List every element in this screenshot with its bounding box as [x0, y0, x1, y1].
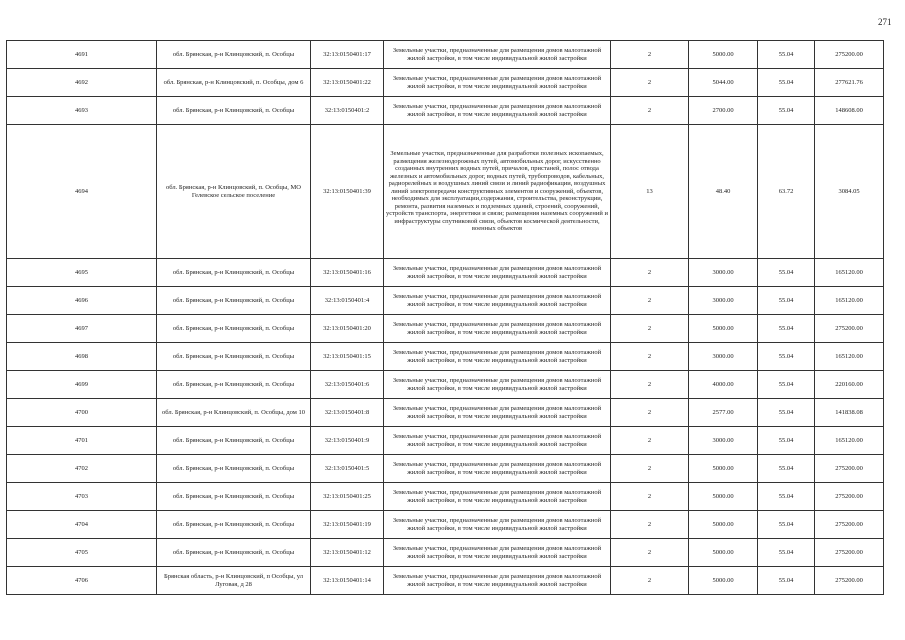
cell-address: обл. Брянская, р-н Клинцовский, п. Особцы: [157, 41, 311, 69]
cell-area: 2577.00: [689, 399, 758, 427]
cell-land-use: Земельные участки, предназначенные для размещения домов малоэтажной жилой застройки, в том числе индивидуальной жилой застройки: [384, 371, 611, 399]
cell-cadastral: 32:13:0150401:8: [311, 399, 384, 427]
table-row: [7, 125, 884, 259]
table-row: [7, 511, 884, 539]
cell-value: 275200.00: [815, 511, 884, 539]
cell-value: 277621.76: [815, 69, 884, 97]
cell-land-use: Земельные участки, предназначенные для разработки полезных ископаемых, размещения железнодорожных путей, автомобильных дорог, искусственно созданных внутренних водных путей, причалов, пристаней, полос отвода железных и автомобильных дорог, водных путей, трубопроводов, кабельных, радиорелейных и воздушных линий связи и линий радиофикации, воздушных линий электропередачи конструктивных элементов и сооружений, объектов, необходимых для эксплуатации,содержания, строительства, реконструкции, ремонта, развития наземных и подземных зданий, строений, сооружений, устройств транспорта, энергетики и связи; размещения наземных сооружений и инфраструктуры спутниковой связи, объектов космической деятельности, военных объектов: [384, 125, 611, 259]
cell-value: 141838.08: [815, 399, 884, 427]
table-row: [7, 259, 884, 287]
cell-number: 4691: [7, 41, 157, 69]
cell-area: 48.40: [689, 125, 758, 259]
cell-value: 275200.00: [815, 41, 884, 69]
cell-cadastral: 32:13:0150401:22: [311, 69, 384, 97]
cell-cadastral: 32:13:0150401:19: [311, 511, 384, 539]
cell-cadastral: 32:13:0150401:16: [311, 259, 384, 287]
cell-number: 4705: [7, 539, 157, 567]
cell-group: 2: [611, 511, 689, 539]
cell-rate: 55.04: [758, 539, 815, 567]
table-row: [7, 483, 884, 511]
cell-number: 4704: [7, 511, 157, 539]
cell-area: 4000.00: [689, 371, 758, 399]
cell-area: 3000.00: [689, 259, 758, 287]
cell-address: обл. Брянская, р-н Клинцовский, п. Особцы: [157, 455, 311, 483]
table-row: [7, 539, 884, 567]
cell-land-use: Земельные участки, предназначенные для размещения домов малоэтажной жилой застройки, в том числе индивидуальной жилой застройки: [384, 41, 611, 69]
table-row: [7, 567, 884, 595]
cell-cadastral: 32:13:0150401:15: [311, 343, 384, 371]
cell-cadastral: 32:13:0150401:12: [311, 539, 384, 567]
cell-land-use: Земельные участки, предназначенные для размещения домов малоэтажной жилой застройки, в том числе индивидуальной жилой застройки: [384, 287, 611, 315]
cell-group: 2: [611, 287, 689, 315]
cell-address: обл. Брянская, р-н Клинцовский, п. Особцы: [157, 287, 311, 315]
table-row: [7, 69, 884, 97]
cell-group: 2: [611, 399, 689, 427]
cell-land-use: Земельные участки, предназначенные для размещения домов малоэтажной жилой застройки, в том числе индивидуальной жилой застройки: [384, 511, 611, 539]
cell-rate: 63.72: [758, 125, 815, 259]
cell-rate: 55.04: [758, 259, 815, 287]
cell-area: 5044.00: [689, 69, 758, 97]
cell-number: 4694: [7, 125, 157, 259]
cell-rate: 55.04: [758, 41, 815, 69]
cell-number: 4706: [7, 567, 157, 595]
cell-address: обл. Брянская, р-н Клинцовский, п. Особцы, дом 10: [157, 399, 311, 427]
cell-land-use: Земельные участки, предназначенные для размещения домов малоэтажной жилой застройки, в том числе индивидуальной жилой застройки: [384, 455, 611, 483]
table-row: [7, 97, 884, 125]
cell-group: 2: [611, 539, 689, 567]
cell-cadastral: 32:13:0150401:20: [311, 315, 384, 343]
cell-area: 3000.00: [689, 343, 758, 371]
cell-number: 4703: [7, 483, 157, 511]
cell-group: 2: [611, 259, 689, 287]
cell-number: 4692: [7, 69, 157, 97]
cell-land-use: Земельные участки, предназначенные для размещения домов малоэтажной жилой застройки, в том числе индивидуальной жилой застройки: [384, 259, 611, 287]
cell-address: обл. Брянская, р-н Клинцовский, п. Особцы: [157, 511, 311, 539]
cell-number: 4699: [7, 371, 157, 399]
cell-rate: 55.04: [758, 371, 815, 399]
cell-rate: 55.04: [758, 567, 815, 595]
table-row: [7, 41, 884, 69]
cell-cadastral: 32:13:0150401:5: [311, 455, 384, 483]
cell-rate: 55.04: [758, 511, 815, 539]
cell-land-use: Земельные участки, предназначенные для размещения домов малоэтажной жилой застройки, в том числе индивидуальной жилой застройки: [384, 399, 611, 427]
table-row: [7, 427, 884, 455]
cell-area: 5000.00: [689, 539, 758, 567]
cell-cadastral: 32:13:0150401:14: [311, 567, 384, 595]
cell-value: 165120.00: [815, 427, 884, 455]
cell-group: 2: [611, 371, 689, 399]
cell-land-use: Земельные участки, предназначенные для размещения домов малоэтажной жилой застройки, в том числе индивидуальной жилой застройки: [384, 69, 611, 97]
table-row: [7, 343, 884, 371]
cell-rate: 55.04: [758, 399, 815, 427]
table-row: [7, 455, 884, 483]
cell-rate: 55.04: [758, 97, 815, 125]
cell-value: 165120.00: [815, 287, 884, 315]
cell-group: 2: [611, 427, 689, 455]
cell-value: 275200.00: [815, 539, 884, 567]
cell-cadastral: 32:13:0150401:25: [311, 483, 384, 511]
cell-value: 148608.00: [815, 97, 884, 125]
cell-address: обл. Брянская, р-н Клинцовский, п. Особцы: [157, 371, 311, 399]
page-number: 271: [878, 17, 892, 27]
cell-rate: 55.04: [758, 69, 815, 97]
cell-number: 4696: [7, 287, 157, 315]
cell-area: 5000.00: [689, 567, 758, 595]
cell-value: 165120.00: [815, 259, 884, 287]
cell-rate: 55.04: [758, 343, 815, 371]
cell-address: Брянская область, р-н Клинцовский, п Особцы, ул Луговая, д 28: [157, 567, 311, 595]
cell-group: 2: [611, 455, 689, 483]
cell-address: обл. Брянская, р-н Клинцовский, п. Особцы: [157, 343, 311, 371]
cell-land-use: Земельные участки, предназначенные для размещения домов малоэтажной жилой застройки, в том числе индивидуальной жилой застройки: [384, 343, 611, 371]
cell-address: обл. Брянская, р-н Клинцовский, п. Особцы, дом 6: [157, 69, 311, 97]
table-row: [7, 371, 884, 399]
cell-land-use: Земельные участки, предназначенные для размещения домов малоэтажной жилой застройки, в том числе индивидуальной жилой застройки: [384, 539, 611, 567]
table-row: [7, 287, 884, 315]
cell-cadastral: 32:13:0150401:39: [311, 125, 384, 259]
cell-group: 2: [611, 97, 689, 125]
table-row: [7, 399, 884, 427]
cell-address: обл. Брянская, р-н Клинцовский, п. Особцы: [157, 483, 311, 511]
cell-rate: 55.04: [758, 427, 815, 455]
cell-number: 4700: [7, 399, 157, 427]
cell-number: 4701: [7, 427, 157, 455]
cell-address: обл. Брянская, р-н Клинцовский, п. Особцы: [157, 539, 311, 567]
cell-rate: 55.04: [758, 315, 815, 343]
cell-cadastral: 32:13:0150401:6: [311, 371, 384, 399]
cell-area: 2700.00: [689, 97, 758, 125]
cell-cadastral: 32:13:0150401:17: [311, 41, 384, 69]
cell-value: 220160.00: [815, 371, 884, 399]
cell-area: 5000.00: [689, 315, 758, 343]
cell-number: 4695: [7, 259, 157, 287]
cell-land-use: Земельные участки, предназначенные для размещения домов малоэтажной жилой застройки, в том числе индивидуальной жилой застройки: [384, 483, 611, 511]
land-cadastral-table: [6, 40, 884, 595]
cell-number: 4693: [7, 97, 157, 125]
cell-cadastral: 32:13:0150401:2: [311, 97, 384, 125]
cell-area: 5000.00: [689, 483, 758, 511]
cell-address: обл. Брянская, р-н Клинцовский, п. Особцы: [157, 427, 311, 455]
cell-land-use: Земельные участки, предназначенные для размещения домов малоэтажной жилой застройки, в том числе индивидуальной жилой застройки: [384, 97, 611, 125]
cell-area: 3000.00: [689, 287, 758, 315]
cell-area: 5000.00: [689, 455, 758, 483]
cell-cadastral: 32:13:0150401:9: [311, 427, 384, 455]
cell-value: 165120.00: [815, 343, 884, 371]
cell-rate: 55.04: [758, 483, 815, 511]
cell-group: 2: [611, 69, 689, 97]
cell-cadastral: 32:13:0150401:4: [311, 287, 384, 315]
cell-group: 2: [611, 343, 689, 371]
cell-address: обл. Брянская, р-н Клинцовский, п. Особцы: [157, 97, 311, 125]
cell-land-use: Земельные участки, предназначенные для размещения домов малоэтажной жилой застройки, в том числе индивидуальной жилой застройки: [384, 567, 611, 595]
cell-value: 275200.00: [815, 567, 884, 595]
cell-group: 13: [611, 125, 689, 259]
cell-rate: 55.04: [758, 455, 815, 483]
cell-value: 275200.00: [815, 315, 884, 343]
cell-value: 275200.00: [815, 483, 884, 511]
cell-value: 275200.00: [815, 455, 884, 483]
cell-area: 5000.00: [689, 511, 758, 539]
cell-area: 3000.00: [689, 427, 758, 455]
table-row: [7, 315, 884, 343]
cell-group: 2: [611, 41, 689, 69]
cell-number: 4702: [7, 455, 157, 483]
cell-address: обл. Брянская, р-н Клинцовский, п. Особцы, МО Гелевское сельское поселение: [157, 125, 311, 259]
cell-number: 4697: [7, 315, 157, 343]
cell-address: обл. Брянская, р-н Клинцовский, п. Особцы: [157, 315, 311, 343]
cell-land-use: Земельные участки, предназначенные для размещения домов малоэтажной жилой застройки, в том числе индивидуальной жилой застройки: [384, 427, 611, 455]
cell-group: 2: [611, 483, 689, 511]
cell-group: 2: [611, 315, 689, 343]
cell-land-use: Земельные участки, предназначенные для размещения домов малоэтажной жилой застройки, в том числе индивидуальной жилой застройки: [384, 315, 611, 343]
cell-address: обл. Брянская, р-н Клинцовский, п. Особцы: [157, 259, 311, 287]
cell-group: 2: [611, 567, 689, 595]
cell-rate: 55.04: [758, 287, 815, 315]
cell-value: 3084.05: [815, 125, 884, 259]
table-body: [7, 41, 884, 595]
cell-area: 5000.00: [689, 41, 758, 69]
cell-number: 4698: [7, 343, 157, 371]
